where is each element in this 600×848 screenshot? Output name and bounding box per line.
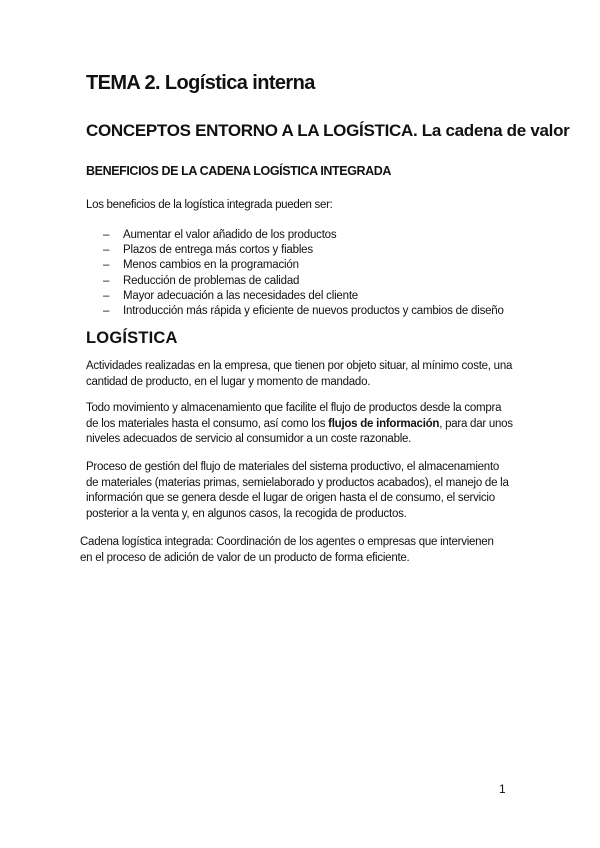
logistica-heading: LOGÍSTICA: [86, 329, 178, 347]
paragraph-line: Todo movimiento y almacenamiento que facilite el flujo de productos desde la compra: [86, 402, 502, 414]
bullet-dash: –: [103, 274, 110, 287]
paragraph-line: Cadena logística integrada: Coordinación de los agentes o empresas que intervienen: [80, 536, 494, 548]
list-item: [103, 258, 504, 273]
paragraph-line: Proceso de gestión del flujo de materiales del sistema productivo, el almacenamiento: [86, 461, 500, 473]
list-item-text: Aumentar el valor añadido de los productos: [123, 229, 337, 241]
bullet-dash: –: [103, 304, 110, 317]
list-item: [103, 289, 504, 304]
list-item: [103, 304, 504, 319]
page-title: TEMA 2. Logística interna: [86, 72, 315, 94]
cadena-logistica-integrada-paragraph: [80, 535, 494, 566]
paragraph-line: en el proceso de adición de valor de un producto de forma eficiente.: [80, 551, 410, 564]
bullet-dash: –: [103, 289, 110, 302]
bold-term-flujos-de-informacion: flujos de información: [328, 417, 440, 430]
paragraph-line: Actividades realizadas en la empresa, que tienen por objeto situar, al mínimo coste, una: [86, 360, 513, 372]
logistica-definition-paragraph-2: [86, 401, 513, 448]
paragraph-text: de los materiales hasta el consumo, así como los: [86, 417, 329, 430]
bullet-dash: –: [103, 244, 110, 257]
list-item: [103, 228, 504, 243]
paragraph-line: niveles adecuados de servicio al consumidor a un coste razonable.: [86, 433, 412, 445]
bullet-dash: –: [103, 229, 110, 241]
benefits-intro-text: Los beneficios de la logística integrada pueden ser:: [86, 199, 333, 211]
list-item: [103, 243, 504, 258]
list-item: [103, 274, 504, 289]
list-item-text: Menos cambios en la programación: [123, 259, 299, 272]
bullet-dash: –: [103, 259, 110, 272]
paragraph-line: información que se genera desde el lugar de origen hasta el de consumo, el servicio: [86, 492, 495, 504]
chapter-subtitle: CONCEPTOS ENTORNO A LA LOGÍSTICA. La cadena de valor: [86, 121, 570, 140]
list-item-text: Introducción más rápida y eficiente de nuevos productos y cambios de diseño: [123, 304, 504, 317]
list-item-text: Reducción de problemas de calidad: [123, 274, 300, 287]
benefits-list: [103, 228, 504, 319]
list-item-text: Plazos de entrega más cortos y fiables: [123, 244, 313, 257]
logistica-definition-paragraph-3: [86, 460, 509, 522]
paragraph-line: [86, 417, 513, 433]
paragraph-line: posterior a la venta y, en algunos casos, la recogida de productos.: [86, 507, 407, 520]
paragraph-text: , para dar unos: [439, 417, 513, 430]
logistica-definition-paragraph-1: [86, 359, 512, 390]
paragraph-line: cantidad de producto, en el lugar y momento de mandado.: [86, 375, 371, 388]
benefits-section-heading: BENEFICIOS DE LA CADENA LOGÍSTICA INTEGRADA: [86, 164, 392, 178]
page-number: 1: [499, 782, 506, 796]
list-item-text: Mayor adecuación a las necesidades del cliente: [123, 289, 359, 302]
paragraph-line: de materiales (materias primas, semielaborado y productos acabados), el manejo de la: [86, 476, 509, 489]
